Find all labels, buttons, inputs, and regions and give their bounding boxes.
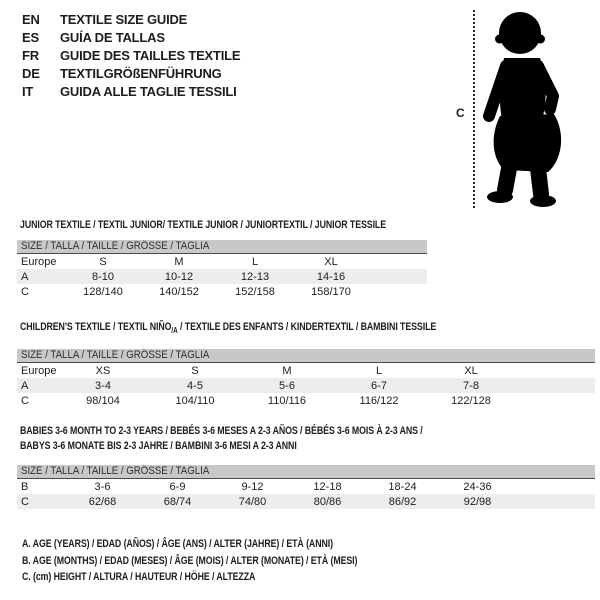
size-cell: 7-8 <box>463 379 479 392</box>
size-cell: 18-24 <box>388 480 417 493</box>
size-cell: 128/140 <box>83 285 123 298</box>
size-cell: 158/170 <box>311 285 351 298</box>
row-label: B <box>21 480 29 493</box>
size-cell: 116/122 <box>359 394 399 407</box>
language-row <box>22 47 240 65</box>
footnotes <box>22 536 441 586</box>
size-cell: 68/74 <box>163 495 192 508</box>
language-row <box>22 65 240 83</box>
height-measure-dotted-line <box>473 10 475 208</box>
language-label: TEXTILGRÖßENFÜHRUNG <box>60 66 222 81</box>
footnote-c: C. (cm) HEIGHT / ALTURA / HAUTEUR / HÖHE / ALTEZZA <box>22 571 256 583</box>
table-row <box>17 494 595 509</box>
size-header-bar <box>17 465 595 479</box>
size-cell: 6-9 <box>169 480 186 493</box>
size-cell: S <box>191 364 199 377</box>
size-cell: XL <box>324 255 338 268</box>
footnote-a: A. AGE (YEARS) / EDAD (AÑOS) / ÂGE (ANS) / ALTER (JAHRE) / ETÀ (ANNI) <box>22 538 333 550</box>
size-cell: 12-18 <box>313 480 342 493</box>
size-cell: XL <box>464 364 478 377</box>
size-cell: 104/110 <box>175 394 215 407</box>
row-label: C <box>21 285 29 298</box>
size-header-label: SIZE / TALLA / TAILLE / GRÖSSE / TAGLIA <box>21 240 210 252</box>
language-code: IT <box>22 84 34 99</box>
size-cell: 3-6 <box>94 480 111 493</box>
language-code: EN <box>22 12 40 27</box>
language-list <box>22 11 240 101</box>
size-cell <box>517 393 595 408</box>
language-label: GUÍA DE TALLAS <box>60 30 165 45</box>
table-row <box>17 363 595 378</box>
children-size-table <box>17 363 595 408</box>
size-cell: 8-10 <box>91 270 115 283</box>
baby-silhouette-icon <box>480 8 568 208</box>
size-cell: 140/152 <box>159 285 199 298</box>
size-header-bar <box>17 349 595 363</box>
babies-textile-section <box>17 424 600 509</box>
footnote-b: B. AGE (MONTHS) / EDAD (MESES) / ÂGE (MOIS) / ALTER (MONATE) / ETÀ (MESI) <box>22 554 358 567</box>
table-row <box>17 378 595 393</box>
table-row <box>17 479 595 494</box>
size-cell: 5-6 <box>279 379 295 392</box>
children-title-text: / TEXTILE DES ENFANTS / KINDERTEXTIL / BAMBINI TESSILE <box>177 321 437 333</box>
row-label: Europe <box>21 255 57 268</box>
size-cell: 12-13 <box>240 270 270 283</box>
size-cell: 98/104 <box>86 394 120 407</box>
babies-table-title-line1: BABIES 3-6 MONTH TO 2-3 YEARS / BEBÉS 3-6 MESES A 2-3 AÑOS / BÉBÉS 3-6 MOIS À 2-3 ANS / <box>20 425 423 437</box>
language-row <box>22 29 240 47</box>
size-cell: L <box>375 364 383 377</box>
size-cell <box>369 284 427 299</box>
row-label: A <box>21 379 29 392</box>
size-cell: 24-36 <box>463 480 492 493</box>
language-row <box>22 83 240 101</box>
size-cell: 92/98 <box>463 495 492 508</box>
size-cell: 10-12 <box>164 270 194 283</box>
junior-textile-section <box>17 218 600 299</box>
size-cell: 62/68 <box>88 495 117 508</box>
language-label: GUIDA ALLE TAGLIE TESSILI <box>60 84 237 99</box>
language-label: TEXTILE SIZE GUIDE <box>60 12 188 27</box>
children-textile-section <box>17 320 600 408</box>
size-cell: 9-12 <box>241 480 264 493</box>
size-cell: 86/92 <box>388 495 417 508</box>
table-row <box>17 393 595 408</box>
size-header-bar <box>17 240 427 254</box>
children-title-subscript: /A <box>171 326 178 336</box>
children-table-title <box>20 320 484 338</box>
size-cell: 122/128 <box>451 394 491 407</box>
size-cell <box>369 254 427 269</box>
height-measure-label: C <box>456 106 465 120</box>
language-code: ES <box>22 30 39 45</box>
row-label: Europe <box>21 364 57 377</box>
size-cell: 4-5 <box>187 379 203 392</box>
size-cell: 80/86 <box>313 495 342 508</box>
table-row <box>17 284 427 299</box>
row-label: C <box>21 495 29 508</box>
size-cell <box>515 494 595 509</box>
row-label: A <box>21 270 29 283</box>
babies-size-table <box>17 479 595 509</box>
size-cell: S <box>99 255 107 268</box>
size-header-label: SIZE / TALLA / TAILLE / GRÖSSE / TAGLIA <box>21 349 210 362</box>
size-cell <box>369 269 427 284</box>
size-header-label: SIZE / TALLA / TAILLE / GRÖSSE / TAGLIA <box>21 465 210 477</box>
table-row <box>17 254 427 269</box>
children-title-text: CHILDREN'S TEXTILE / TEXTIL NIÑO <box>20 321 172 333</box>
size-cell: XS <box>95 364 111 377</box>
size-cell: 152/158 <box>235 285 275 298</box>
language-code: DE <box>22 66 40 81</box>
row-label: C <box>21 394 29 407</box>
size-cell: M <box>174 255 184 268</box>
language-code: FR <box>22 48 39 63</box>
junior-size-table <box>17 254 427 299</box>
size-cell: M <box>282 364 292 377</box>
language-row <box>22 11 240 29</box>
language-label: GUIDE DES TAILLES TEXTILE <box>60 48 241 63</box>
size-cell: L <box>251 255 259 268</box>
table-row <box>17 269 427 284</box>
size-cell: 3-4 <box>95 379 111 392</box>
junior-table-title: JUNIOR TEXTILE / TEXTIL JUNIOR/ TEXTILE JUNIOR / JUNIORTEXTIL / JUNIOR TESSILE <box>20 219 387 231</box>
size-cell <box>517 378 595 393</box>
size-cell: 110/116 <box>267 394 307 407</box>
size-cell: 14-16 <box>316 270 346 283</box>
size-cell: 6-7 <box>371 379 387 392</box>
babies-table-title-line2: BABYS 3-6 MONATE BIS 2-3 JAHRE / BAMBINI 3-6 MESI A 2-3 ANNI <box>20 440 297 452</box>
size-cell: 74/80 <box>238 495 267 508</box>
size-cell <box>517 363 595 378</box>
size-cell <box>515 479 595 494</box>
baby-height-figure <box>450 5 598 215</box>
